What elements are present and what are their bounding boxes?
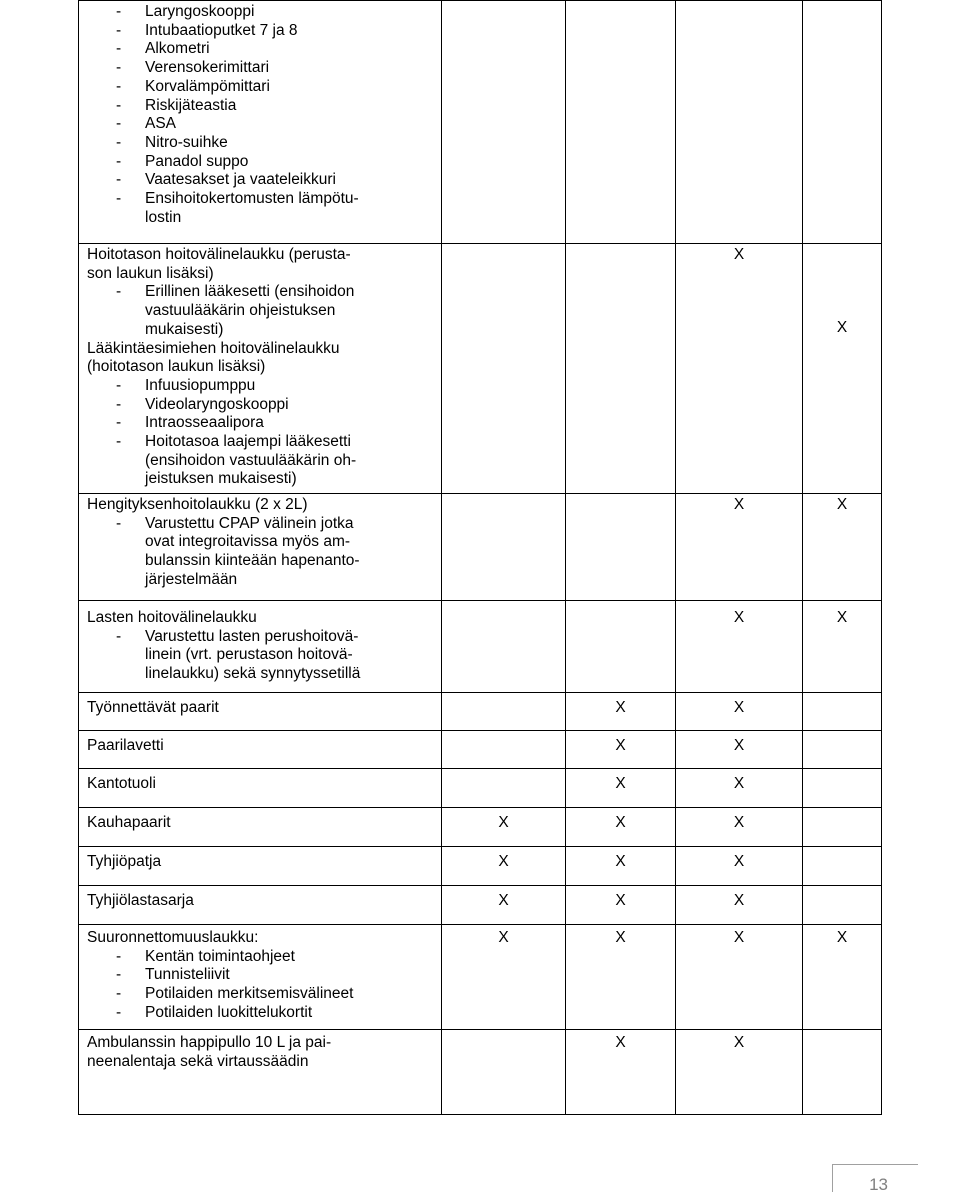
check-cell: [442, 769, 566, 808]
list-item-text: Erillinen lääkesetti (ensihoidon: [145, 283, 355, 301]
check-cell: [442, 925, 566, 1030]
check-cell: [442, 1030, 566, 1115]
check-cell: [676, 601, 803, 693]
check-cell: [676, 847, 803, 886]
check-cell: [803, 731, 882, 769]
list-item-text: ovat integroitavissa myös am-: [145, 533, 351, 551]
list-item-text: Tunnisteliivit: [145, 966, 230, 984]
dash-bullet: -: [116, 985, 122, 1003]
check-cell: [442, 693, 566, 731]
check-cell: [566, 1030, 676, 1115]
check-cell: [803, 244, 882, 494]
equipment-cell: [79, 925, 442, 1030]
check-cell: [442, 1, 566, 244]
dash-bullet: -: [116, 96, 122, 114]
page-number: 13: [869, 1175, 888, 1194]
equipment-cell: [79, 731, 442, 769]
cell-text-line: Hengityksenhoitolaukku (2 x 2L): [87, 496, 308, 513]
check-mark: X: [733, 1034, 745, 1051]
dash-bullet: -: [116, 133, 122, 151]
check-cell: [803, 925, 882, 1030]
check-mark: X: [733, 496, 745, 513]
check-cell: [442, 847, 566, 886]
check-cell: [676, 1, 803, 244]
check-cell: [442, 494, 566, 601]
cell-text-line: (hoitotason laukun lisäksi): [87, 358, 266, 376]
equipment-cell: [79, 847, 442, 886]
dash-bullet: -: [116, 947, 122, 965]
check-cell: [803, 886, 882, 925]
check-mark: X: [498, 814, 509, 831]
check-cell: [676, 769, 803, 808]
check-cell: [442, 601, 566, 693]
list-item-text: Nitro-suihke: [145, 133, 228, 151]
list-item: [87, 153, 433, 172]
check-cell: [566, 847, 676, 886]
cell-text-line: Ambulanssin happipullo 10 L ja pai-: [87, 1034, 332, 1051]
check-cell: [676, 808, 803, 847]
list-item: [87, 134, 433, 153]
check-mark: X: [733, 699, 745, 716]
check-mark: X: [733, 814, 745, 831]
equipment-cell: [79, 769, 442, 808]
list-item-text: Riskijäteastia: [145, 96, 237, 114]
list-item: [87, 283, 433, 339]
list-item: [87, 115, 433, 134]
dash-bullet: -: [116, 376, 122, 394]
cell-text-line: neenalentaja sekä virtaussäädin: [87, 1052, 309, 1070]
check-cell: [803, 693, 882, 731]
list-item: [87, 515, 433, 590]
table-row: [79, 494, 882, 601]
list-item-text: Infuusiopumppu: [145, 376, 256, 394]
check-cell: [803, 601, 882, 693]
dash-list: [87, 628, 433, 684]
table-row: [79, 1, 882, 244]
check-mark: X: [615, 814, 626, 831]
list-item-text: Alkometri: [145, 40, 210, 58]
dash-bullet: -: [116, 190, 122, 208]
list-item-text: Varustettu CPAP välinein jotka: [145, 514, 354, 532]
check-mark: X: [615, 775, 626, 792]
check-cell: [566, 808, 676, 847]
check-cell: [566, 244, 676, 494]
check-cell: [803, 769, 882, 808]
check-mark: X: [836, 929, 848, 946]
check-cell: [676, 244, 803, 494]
list-item: [87, 190, 433, 227]
check-mark: X: [498, 853, 509, 870]
list-item-text: Verensokerimittari: [145, 59, 270, 77]
dash-bullet: -: [116, 152, 122, 170]
check-cell: [676, 494, 803, 601]
dash-bullet: -: [116, 59, 122, 77]
list-item: [87, 78, 433, 97]
check-cell: [676, 925, 803, 1030]
table-row: [79, 925, 882, 1030]
list-item-text: Varustettu lasten perushoitovä-: [145, 627, 359, 645]
list-item-text: järjestelmään: [145, 570, 238, 588]
cell-text-line: son laukun lisäksi): [87, 264, 214, 282]
list-item-text: Hoitotasoa laajempi lääkesetti: [145, 433, 351, 451]
equipment-cell: [79, 693, 442, 731]
check-cell: [566, 731, 676, 769]
check-cell: [566, 1, 676, 244]
check-mark: X: [615, 892, 626, 909]
check-cell: [803, 808, 882, 847]
check-mark: X: [733, 246, 745, 263]
cell-text-line: Lasten hoitovälinelaukku: [87, 609, 257, 626]
list-item-text: jeistuksen mukaisesti): [145, 470, 297, 488]
dash-list: [87, 3, 433, 227]
dash-bullet: -: [116, 40, 122, 58]
check-mark: X: [498, 929, 509, 946]
list-item-text: (ensihoidon vastuulääkärin oh-: [145, 451, 357, 469]
list-item: [87, 396, 433, 415]
check-mark: X: [615, 699, 626, 716]
list-item-text: vastuulääkärin ohjeistuksen: [145, 302, 336, 320]
list-item-text: Ensihoitokertomusten lämpötu-: [145, 190, 359, 208]
dash-bullet: -: [116, 414, 122, 432]
list-item: [87, 985, 433, 1004]
list-item-text: Videolaryngoskooppi: [145, 395, 289, 413]
check-cell: [566, 494, 676, 601]
list-item-text: Vaatesakset ja vaateleikkuri: [145, 171, 336, 189]
list-item-text: Korvalämpömittari: [145, 77, 270, 95]
list-item: [87, 628, 433, 684]
equipment-table: [78, 0, 882, 1115]
dash-bullet: -: [116, 1003, 122, 1021]
list-item: [87, 22, 433, 41]
dash-bullet: -: [116, 395, 122, 413]
check-cell: [566, 769, 676, 808]
list-item: [87, 3, 433, 22]
check-mark: X: [498, 892, 509, 909]
dash-bullet: -: [116, 115, 122, 133]
list-item: [87, 97, 433, 116]
dash-bullet: -: [116, 171, 122, 189]
check-cell: [803, 1, 882, 244]
list-item-text: Laryngoskooppi: [145, 3, 255, 20]
list-item: [87, 59, 433, 78]
list-item: [87, 966, 433, 985]
table-row: [79, 847, 882, 886]
dash-list: [87, 515, 433, 590]
check-cell: [566, 886, 676, 925]
list-item: [87, 948, 433, 967]
check-cell: [676, 886, 803, 925]
check-cell: [442, 886, 566, 925]
dash-list: [87, 948, 433, 1023]
table-row: [79, 601, 882, 693]
list-item-text: ASA: [145, 115, 177, 133]
check-cell: [442, 731, 566, 769]
dash-list: [87, 377, 433, 489]
dash-bullet: -: [116, 77, 122, 95]
list-item-text: linein (vrt. perustason hoitovä-: [145, 646, 353, 664]
cell-text-line: Suuronnettomuuslaukku:: [87, 929, 259, 946]
list-item-text: Intubaatioputket 7 ja 8: [145, 21, 298, 39]
table-row: [79, 731, 882, 769]
dash-bullet: -: [116, 514, 122, 532]
list-item: [87, 40, 433, 59]
check-cell: [442, 244, 566, 494]
check-cell: [676, 1030, 803, 1115]
list-item-text: lostin: [145, 208, 182, 226]
cell-text-line: Paarilavetti: [87, 737, 164, 754]
dash-bullet: -: [116, 21, 122, 39]
check-mark: X: [615, 929, 626, 946]
equipment-cell: [79, 1030, 442, 1115]
cell-text-line: Työnnettävät paarit: [87, 699, 219, 716]
dash-bullet: -: [116, 433, 122, 451]
check-cell: [566, 693, 676, 731]
check-mark: X: [836, 319, 848, 336]
check-cell: [676, 693, 803, 731]
check-mark: X: [733, 775, 745, 792]
list-item: [87, 414, 433, 433]
dash-list: [87, 283, 433, 339]
cell-text-line: Lääkintäesimiehen hoitovälinelaukku: [87, 339, 340, 357]
cell-text-line: Kantotuoli: [87, 775, 156, 792]
list-item-text: Potilaiden luokittelukortit: [145, 1003, 313, 1021]
check-cell: [676, 731, 803, 769]
list-item-text: mukaisesti): [145, 320, 224, 338]
table-row: [79, 886, 882, 925]
check-mark: X: [733, 853, 745, 870]
table-row: [79, 244, 882, 494]
table-row: [79, 693, 882, 731]
dash-bullet: -: [116, 966, 122, 984]
check-mark: X: [733, 929, 745, 946]
list-item-text: Intraosseaalipora: [145, 414, 264, 432]
cell-text-line: Tyhjiöpatja: [87, 853, 162, 870]
check-mark: X: [733, 737, 745, 754]
equipment-cell: [79, 808, 442, 847]
list-item-text: Potilaiden merkitsemisvälineet: [145, 985, 354, 1003]
check-mark: X: [836, 496, 848, 513]
equipment-cell: [79, 244, 442, 494]
check-mark: X: [733, 609, 745, 626]
equipment-cell: [79, 494, 442, 601]
check-mark: X: [615, 737, 626, 754]
check-cell: [803, 494, 882, 601]
check-cell: [803, 1030, 882, 1115]
cell-text-line: Kauhapaarit: [87, 814, 171, 831]
list-item: [87, 377, 433, 396]
table-row: [79, 1030, 882, 1115]
list-item-text: bulanssin kiinteään hapenanto-: [145, 552, 360, 570]
check-mark: X: [733, 892, 745, 909]
cell-text-line: Hoitotason hoitovälinelaukku (perusta-: [87, 246, 351, 263]
check-mark: X: [615, 1034, 626, 1051]
table-row: [79, 808, 882, 847]
equipment-cell: [79, 601, 442, 693]
dash-bullet: -: [116, 3, 122, 20]
equipment-cell: [79, 886, 442, 925]
check-mark: X: [615, 853, 626, 870]
list-item: [87, 433, 433, 489]
check-cell: [566, 925, 676, 1030]
cell-text-line: Tyhjiölastasarja: [87, 892, 194, 909]
list-item: [87, 171, 433, 190]
check-cell: [442, 808, 566, 847]
equipment-cell: [79, 1, 442, 244]
list-item-text: Panadol suppo: [145, 152, 249, 170]
dash-bullet: -: [116, 283, 122, 301]
dash-bullet: -: [116, 627, 122, 645]
list-item-text: linelaukku) sekä synnytyssetillä: [145, 665, 361, 683]
check-mark: X: [836, 609, 848, 626]
table-row: [79, 769, 882, 808]
list-item: [87, 1004, 433, 1023]
list-item-text: Kentän toimintaohjeet: [145, 947, 295, 965]
check-cell: [803, 847, 882, 886]
check-cell: [566, 601, 676, 693]
page-number-box: [832, 1164, 918, 1192]
